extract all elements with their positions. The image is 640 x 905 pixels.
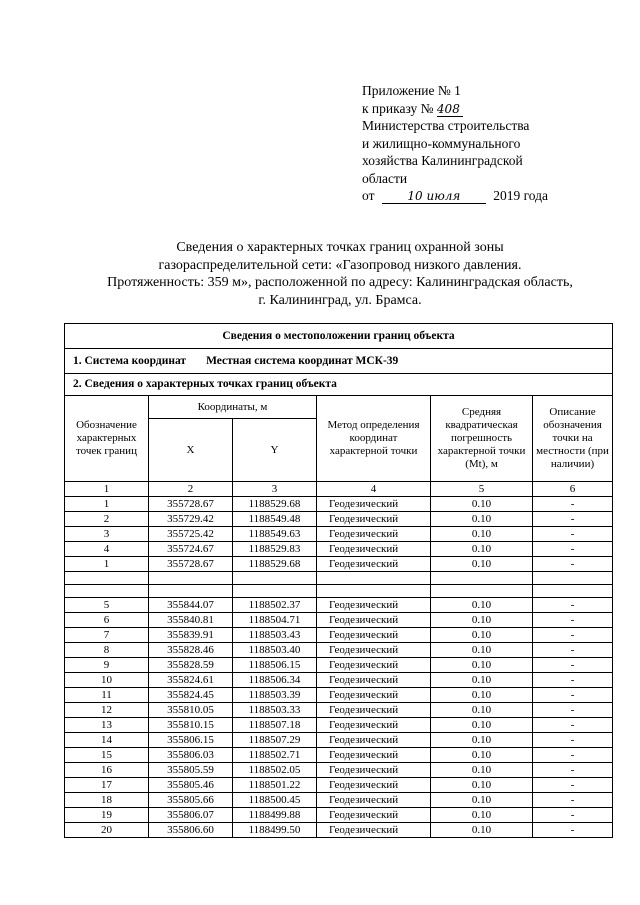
table-row — [65, 673, 613, 688]
cell-description: - — [533, 763, 613, 778]
separator-cell — [149, 572, 233, 585]
cell-point: 6 — [65, 613, 149, 628]
cell-x: 355810.05 — [149, 703, 233, 718]
cell-method: Геодезический — [317, 733, 431, 748]
coord-system-label: 1. Система координат — [73, 354, 187, 367]
column-header-row-1 — [65, 396, 613, 419]
cell-y: 1188503.39 — [233, 688, 317, 703]
cell-x: 355840.81 — [149, 613, 233, 628]
cell-method: Геодезический — [317, 673, 431, 688]
cell-y: 1188499.50 — [233, 823, 317, 838]
cell-point: 1 — [65, 497, 149, 512]
cell-method: Геодезический — [317, 512, 431, 527]
cell-y: 1188504.71 — [233, 613, 317, 628]
table-row — [65, 497, 613, 512]
separator-cell — [65, 585, 149, 598]
cell-method: Геодезический — [317, 688, 431, 703]
table-row — [65, 557, 613, 572]
table-row — [65, 613, 613, 628]
cell-method: Геодезический — [317, 703, 431, 718]
cell-accuracy: 0.10 — [431, 643, 533, 658]
cell-y: 1188529.83 — [233, 542, 317, 557]
table-row — [65, 748, 613, 763]
cell-point: 19 — [65, 808, 149, 823]
cell-y: 1188502.37 — [233, 598, 317, 613]
table-row — [65, 823, 613, 838]
cell-description: - — [533, 512, 613, 527]
cell-method: Геодезический — [317, 718, 431, 733]
cell-accuracy: 0.10 — [431, 497, 533, 512]
column-number-row — [65, 482, 613, 497]
cell-y: 1188503.43 — [233, 628, 317, 643]
separator-cell — [533, 572, 613, 585]
separator-cell — [431, 585, 533, 598]
cell-x: 355724.67 — [149, 542, 233, 557]
separator-cell — [233, 585, 317, 598]
col-header-x: X — [149, 419, 233, 482]
cell-description: - — [533, 673, 613, 688]
cell-description: - — [533, 703, 613, 718]
cell-description: - — [533, 778, 613, 793]
cell-point: 13 — [65, 718, 149, 733]
cell-x: 355805.59 — [149, 763, 233, 778]
order-number-handwritten: 408 — [437, 102, 463, 117]
boundary-points-table — [64, 323, 613, 838]
cell-method: Геодезический — [317, 748, 431, 763]
order-line — [362, 100, 622, 118]
cell-method: Геодезический — [317, 628, 431, 643]
group-separator-row — [65, 572, 613, 585]
cell-description: - — [533, 733, 613, 748]
cell-method: Геодезический — [317, 613, 431, 628]
cell-method: Геодезический — [317, 793, 431, 808]
cell-x: 355828.46 — [149, 643, 233, 658]
ministry-line-1: Министерства строительства — [362, 118, 530, 133]
cell-description: - — [533, 643, 613, 658]
cell-x: 355806.60 — [149, 823, 233, 838]
appendix-block — [362, 82, 622, 205]
separator-cell — [533, 585, 613, 598]
col-header-description: Описание обозначения точки на местности (при наличии) — [533, 396, 613, 482]
section-header: Сведения о местоположении границ объекта — [65, 324, 613, 349]
col-number: 4 — [317, 482, 431, 497]
cell-method: Геодезический — [317, 598, 431, 613]
table-row — [65, 643, 613, 658]
col-number: 6 — [533, 482, 613, 497]
cell-x: 355828.59 — [149, 658, 233, 673]
cell-y: 1188529.68 — [233, 497, 317, 512]
date-line — [362, 187, 622, 205]
cell-x: 355806.07 — [149, 808, 233, 823]
cell-accuracy: 0.10 — [431, 512, 533, 527]
col-number: 1 — [65, 482, 149, 497]
cell-description: - — [533, 628, 613, 643]
group-separator-row — [65, 585, 613, 598]
table-row — [65, 628, 613, 643]
cell-description: - — [533, 658, 613, 673]
appendix-title: Приложение № 1 — [362, 83, 461, 98]
title-line-1: Сведения о характерных точках границ охранной зоны — [176, 240, 504, 255]
cell-y: 1188507.18 — [233, 718, 317, 733]
cell-description: - — [533, 613, 613, 628]
table-row — [65, 688, 613, 703]
cell-description: - — [533, 527, 613, 542]
cell-point: 17 — [65, 778, 149, 793]
cell-accuracy: 0.10 — [431, 763, 533, 778]
table-row — [65, 793, 613, 808]
coord-system-cell — [65, 349, 613, 374]
cell-y: 1188502.05 — [233, 763, 317, 778]
table-row — [65, 598, 613, 613]
cell-y: 1188549.63 — [233, 527, 317, 542]
cell-method: Геодезический — [317, 763, 431, 778]
title-line-2: газораспределительной сети: «Газопровод низкого давления. — [158, 257, 522, 273]
cell-description: - — [533, 542, 613, 557]
section-header-row — [65, 324, 613, 349]
cell-accuracy: 0.10 — [431, 628, 533, 643]
cell-method: Геодезический — [317, 542, 431, 557]
cell-accuracy: 0.10 — [431, 703, 533, 718]
cell-y: 1188503.40 — [233, 643, 317, 658]
cell-description: - — [533, 718, 613, 733]
cell-description: - — [533, 557, 613, 572]
separator-cell — [233, 572, 317, 585]
cell-y: 1188500.45 — [233, 793, 317, 808]
cell-y: 1188507.29 — [233, 733, 317, 748]
cell-point: 11 — [65, 688, 149, 703]
cell-accuracy: 0.10 — [431, 823, 533, 838]
cell-y: 1188503.33 — [233, 703, 317, 718]
cell-accuracy: 0.10 — [431, 748, 533, 763]
coord-system-value: Местная система координат МСК-39 — [206, 354, 399, 367]
cell-description: - — [533, 793, 613, 808]
cell-x: 355839.91 — [149, 628, 233, 643]
cell-y: 1188506.34 — [233, 673, 317, 688]
cell-point: 2 — [65, 512, 149, 527]
cell-point: 4 — [65, 542, 149, 557]
cell-y: 1188506.15 — [233, 658, 317, 673]
cell-accuracy: 0.10 — [431, 658, 533, 673]
cell-accuracy: 0.10 — [431, 733, 533, 748]
cell-accuracy: 0.10 — [431, 613, 533, 628]
cell-point: 8 — [65, 643, 149, 658]
cell-description: - — [533, 688, 613, 703]
table-row — [65, 658, 613, 673]
cell-x: 355810.15 — [149, 718, 233, 733]
col-header-method: Метод определения координат характерной точки — [317, 396, 431, 482]
separator-cell — [317, 572, 431, 585]
table-row — [65, 718, 613, 733]
table-row — [65, 778, 613, 793]
cell-accuracy: 0.10 — [431, 718, 533, 733]
date-suffix: 2019 года — [493, 188, 549, 203]
cell-point: 18 — [65, 793, 149, 808]
cell-point: 1 — [65, 557, 149, 572]
cell-description: - — [533, 748, 613, 763]
table-row — [65, 527, 613, 542]
cell-y: 1188501.22 — [233, 778, 317, 793]
points-header: 2. Сведения о характерных точках границ объекта — [65, 374, 613, 396]
date-prefix: от — [362, 188, 375, 203]
cell-point: 14 — [65, 733, 149, 748]
cell-description: - — [533, 497, 613, 512]
cell-x: 355728.67 — [149, 497, 233, 512]
cell-x: 355824.61 — [149, 673, 233, 688]
cell-x: 355806.03 — [149, 748, 233, 763]
cell-method: Геодезический — [317, 557, 431, 572]
cell-accuracy: 0.10 — [431, 688, 533, 703]
cell-y: 1188502.71 — [233, 748, 317, 763]
cell-point: 12 — [65, 703, 149, 718]
title-line-3: Протяженность: 359 м», расположенной по адресу: Калининградская область, — [107, 275, 573, 290]
cell-x: 355805.46 — [149, 778, 233, 793]
col-header-y: Y — [233, 419, 317, 482]
ministry-line-2: и жилищно-коммунального — [362, 135, 521, 151]
separator-cell — [65, 572, 149, 585]
cell-y: 1188549.48 — [233, 512, 317, 527]
cell-point: 15 — [65, 748, 149, 763]
cell-point: 5 — [65, 598, 149, 613]
coord-system-row — [65, 349, 613, 374]
cell-accuracy: 0.10 — [431, 808, 533, 823]
separator-cell — [317, 585, 431, 598]
cell-method: Геодезический — [317, 497, 431, 512]
cell-method: Геодезический — [317, 658, 431, 673]
title-line-4: г. Калининград, ул. Брамса. — [258, 292, 422, 308]
cell-point: 10 — [65, 673, 149, 688]
col-header-coords: Координаты, м — [149, 396, 317, 419]
cell-x: 355728.67 — [149, 557, 233, 572]
cell-method: Геодезический — [317, 643, 431, 658]
cell-accuracy: 0.10 — [431, 598, 533, 613]
col-number: 3 — [233, 482, 317, 497]
table-row — [65, 763, 613, 778]
cell-point: 16 — [65, 763, 149, 778]
cell-accuracy: 0.10 — [431, 778, 533, 793]
cell-point: 3 — [65, 527, 149, 542]
cell-method: Геодезический — [317, 823, 431, 838]
col-number: 2 — [149, 482, 233, 497]
table-row — [65, 733, 613, 748]
ministry-line-3: хозяйства Калининградской — [362, 153, 523, 168]
table-row — [65, 512, 613, 527]
cell-x: 355844.07 — [149, 598, 233, 613]
separator-cell — [431, 572, 533, 585]
cell-accuracy: 0.10 — [431, 542, 533, 557]
points-header-row — [65, 374, 613, 396]
cell-description: - — [533, 808, 613, 823]
cell-method: Геодезический — [317, 808, 431, 823]
cell-accuracy: 0.10 — [431, 673, 533, 688]
cell-y: 1188529.68 — [233, 557, 317, 572]
cell-point: 7 — [65, 628, 149, 643]
table-row — [65, 542, 613, 557]
cell-description: - — [533, 823, 613, 838]
cell-accuracy: 0.10 — [431, 793, 533, 808]
order-prefix: к приказу № — [362, 100, 434, 116]
cell-description: - — [533, 598, 613, 613]
cell-method: Геодезический — [317, 527, 431, 542]
col-header-point: Обозначение характерных точек границ — [65, 396, 149, 482]
cell-point: 9 — [65, 658, 149, 673]
col-number: 5 — [431, 482, 533, 497]
cell-x: 355725.42 — [149, 527, 233, 542]
ministry-line-4: области — [362, 170, 408, 186]
cell-x: 355824.45 — [149, 688, 233, 703]
col-header-accuracy: Средняя квадратическая погрешность характерной точки (Mt), м — [431, 396, 533, 482]
table-row — [65, 808, 613, 823]
document-title — [40, 239, 640, 309]
cell-x: 355805.66 — [149, 793, 233, 808]
cell-x: 355806.15 — [149, 733, 233, 748]
table-row — [65, 703, 613, 718]
cell-point: 20 — [65, 823, 149, 838]
separator-cell — [149, 585, 233, 598]
date-handwritten: 10 июля — [382, 189, 486, 204]
cell-method: Геодезический — [317, 778, 431, 793]
cell-accuracy: 0.10 — [431, 557, 533, 572]
cell-y: 1188499.88 — [233, 808, 317, 823]
cell-accuracy: 0.10 — [431, 527, 533, 542]
cell-x: 355729.42 — [149, 512, 233, 527]
